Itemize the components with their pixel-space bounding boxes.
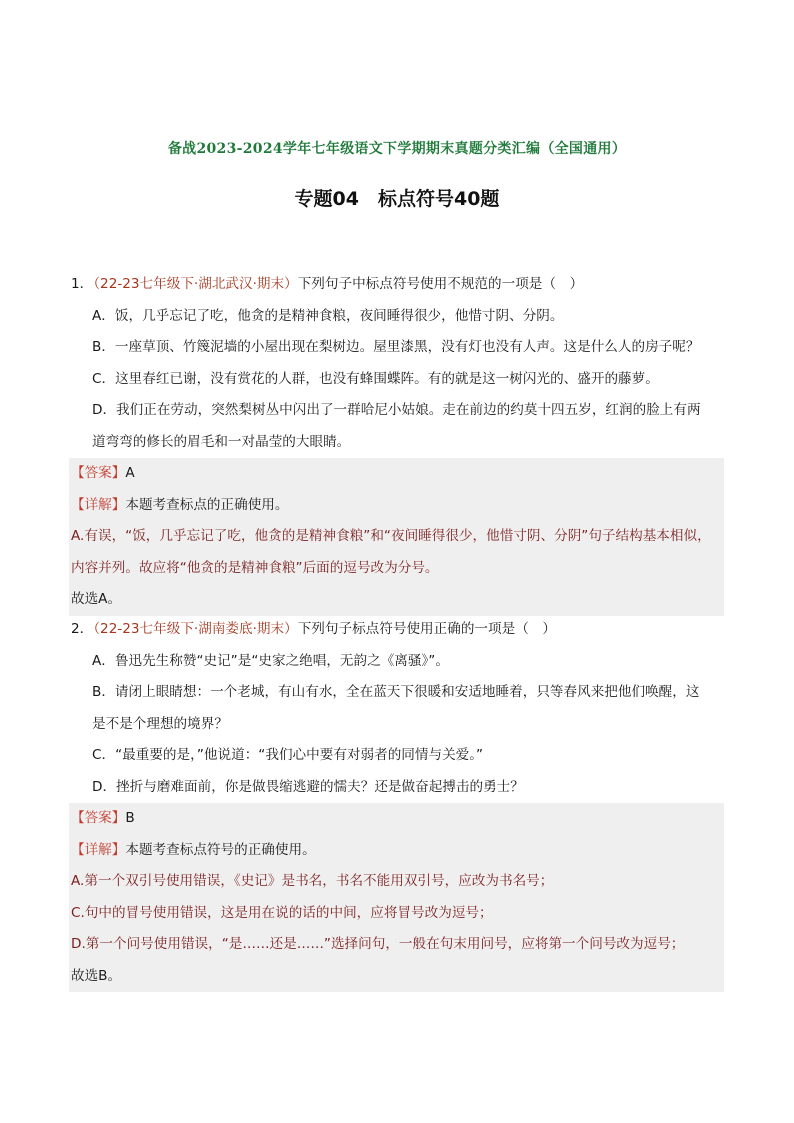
answer-line [69,458,724,490]
series-title: 备战2023-2024学年七年级语文下学期期末真题分类汇编（全国通用） [167,141,627,157]
question-number: 1． [71,276,94,292]
question-2 [69,614,724,992]
detail-text: 本题考查标点的正确使用。 [125,496,289,513]
question-text: 下列句子标点符号使用正确的一项是（ ） [297,621,556,637]
option-a: A．鲁迅先生称赞“史记”是“史家之绝唱，无韵之《离骚》”。 [92,652,449,669]
option-c: C．“最重要的是，”他说道：“我们心中要有对弱者的同情与关爱。” [92,747,484,763]
answer-section [69,458,724,616]
option-c: C．这里春红已谢，没有赏花的人群，也没有蜂围蝶阵。有的就是这一树闪光的、盛开的藤萝。 [92,370,659,387]
answer-line [69,803,724,835]
question-number: 2． [71,621,94,637]
option-b-continued: 是不是个理想的境界？ [92,715,228,732]
detail-line [69,835,724,867]
option-b: B．一座草顶、竹篾泥墙的小屋出现在梨树边。屋里漆黑，没有灯也没有人声。这是什么人的房子呢？ [92,339,700,355]
explanation-line: A.有误，“饭，几乎忘记了吃，他贪的是精神食粮”和“夜间睡得很少，他惜寸阴、分阴”句子结构基本相似， [71,528,711,544]
answer-tag: 【答案】 [71,465,126,481]
detail-line [69,490,724,522]
option-d: D．挫折与磨难面前，你是做畏缩逃避的懦夫？还是做奋起搏击的勇士？ [92,778,524,795]
question-1 [69,269,724,616]
option-a: A．饭，几乎忘记了吃，他贪的是精神食粮，夜间睡得很少，他惜寸阴、分阴。 [92,307,564,324]
explanation-line: D.第一个问号使用错误，“是……还是……”选择问句，一般在句末用问号，应将第一个问号改为逗号； [71,936,685,952]
answer-section [69,803,724,992]
detail-tag: 【详解】 [71,841,126,858]
option-d: D．我们正在劳动，突然梨树丛中闪出了一群哈尼小姑娘。走在前边的约莫十四五岁，红润的脸上有两 [92,402,701,418]
option-b: B．请闭上眼睛想：一个老城，有山有水，全在蓝天下很暖和安适地睡着，只等春风来把他们唤醒，这 [92,684,700,700]
question-text: 下列句子中标点符号使用不规范的一项是（ ） [297,276,584,292]
question-source: （22-23七年级下·湖北武汉·期末） [93,276,298,292]
question-stem [69,614,724,646]
explanation-line: C.句中的冒号使用错误，这是用在说的话的中间，应将冒号改为逗号； [71,904,493,921]
question-source: （22-23七年级下·湖南娄底·期末） [93,621,298,637]
detail-text: 本题考查标点符号的正确使用。 [125,841,316,858]
answer-value: B [125,810,135,826]
answer-value: A [125,465,135,481]
explanation-line: 内容并列。故应将“他贪的是精神食粮”后面的逗号改为分号。 [71,559,439,576]
detail-tag: 【详解】 [71,496,126,513]
page-title: 专题04 标点符号40题 [294,188,500,210]
conclusion-line: 故选A。 [71,591,122,607]
option-d-continued: 道弯弯的修长的眉毛和一对晶莹的大眼睛。 [92,433,351,450]
answer-tag: 【答案】 [71,810,126,826]
conclusion-line: 故选B。 [71,967,122,984]
explanation-line: A.第一个双引号使用错误，《史记》是书名，书名不能用双引号，应改为书名号； [71,873,554,889]
question-stem [69,269,724,301]
